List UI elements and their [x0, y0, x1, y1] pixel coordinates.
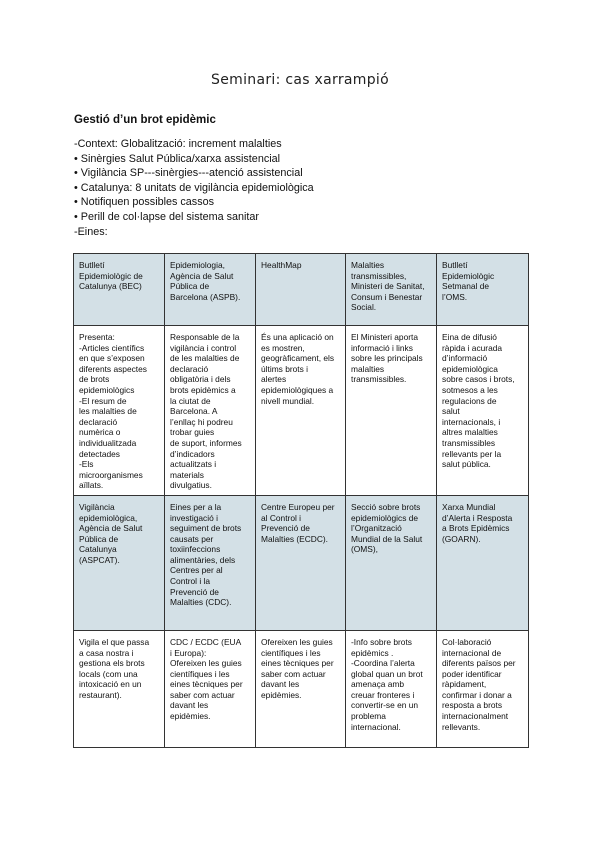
table-cell: Xarxa Mundial d’Alerta i Resposta a Brots Epidèmics (GOARN). [437, 495, 529, 630]
table-cell: Vigilància epidemiològica, Agència de Salut Pública de Catalunya (ASPCAT). [74, 495, 165, 630]
table-cell: Vigila el que passa a casa nostra i gestiona els brots locals (com una intoxicació en un restaurant). [74, 630, 165, 747]
table-cell: És una aplicació on es mostren, geogràficament, els últims brots i alertes epidemiològiques a nivell mundial. [256, 326, 346, 496]
table-row [74, 326, 529, 496]
table-cell: Eines per a la investigació i seguiment de brots causats per toxiinfeccions alimentàries, dels Centres per al Control i la Prevenció de Malalties (CDC). [165, 495, 256, 630]
page-title: Seminari: cas xarrampió [211, 72, 389, 88]
table-cell: Butlletí Epidemiològic de Catalunya (BEC) [74, 254, 165, 326]
list-item: • Notifiquen possibles cassos [74, 196, 215, 209]
table-cell: Malalties transmissibles, Ministeri de Sanitat, Consum i Benestar Social. [346, 254, 437, 326]
table-cell: -Info sobre brots epidèmics . -Coordina l’alerta global quan un brot amenaça amb creuar fronteres i convertir-se en un problema internacional. [346, 630, 437, 747]
table-cell: Eina de difusió ràpida i acurada d’informació epidemiològica sobre casos i brots, sotmesos a les regulacions de salut internacionals, i altres malalties transmissibles rellevants per la salut pública. [437, 326, 529, 496]
intro-list [74, 137, 314, 239]
table-cell: Responsable de la vigilància i control de les malalties de declaració obligatòria i dels brots epidèmics a la ciutat de Barcelona. A l’enllaç hi podreu trobar guies de suport, informes d’indicadors actualitzats i materials divulgatius. [165, 326, 256, 496]
table-cell: El Ministeri aporta informació i links sobre les principals malalties transmissibles. [346, 326, 437, 496]
table-cell: Presenta: -Articles científics en que s’exposen diferents aspectes de brots epidemiològics -El resum de les malalties de declaració numèrica o individualitzada detectades -Els microorganismes aïllats. [74, 326, 165, 496]
resources-table [73, 253, 529, 748]
table-row [74, 495, 529, 630]
list-item: -Eines: [74, 225, 108, 238]
table-cell: Col·laboració internacional de diferents països per poder identificar ràpidament, confirmar i donar a resposta a brots internacionalment rellevants. [437, 630, 529, 747]
table-cell: Ofereixen les guies científiques i les eines tècniques per saber com actuar davant les epidèmies. [256, 630, 346, 747]
list-item: • Sinèrgies Salut Pública/xarxa assistencial [74, 152, 281, 165]
list-item: -Context: Globalització: increment malalties [74, 138, 282, 150]
table-row [74, 254, 529, 326]
table-cell: Epidemiologia, Agència de Salut Pública de Barcelona (ASPB). [165, 254, 256, 326]
table-cell: Butlletí Epidemiològic Setmanal de l’OMS. [437, 254, 529, 326]
section-heading: Gestió d’un brot epidèmic [74, 114, 216, 126]
table-cell: HealthMap [256, 254, 346, 326]
table-row [74, 630, 529, 747]
table-cell: Centre Europeu per al Control i Prevenció de Malalties (ECDC). [256, 495, 346, 630]
list-item: • Vigilància SP---sinèrgies---atenció assistencial [74, 167, 303, 180]
table-cell: Secció sobre brots epidemiològics de l’Organització Mundial de la Salut (OMS), [346, 495, 437, 630]
list-item: • Perill de col·lapse del sistema sanitar [74, 210, 260, 223]
table-cell: CDC / ECDC (EUA i Europa): Ofereixen les guies científiques i les eines tècniques per saber com actuar davant les epidèmies. [165, 630, 256, 747]
list-item: • Catalunya: 8 unitats de vigilància epidemiològica [74, 181, 314, 194]
